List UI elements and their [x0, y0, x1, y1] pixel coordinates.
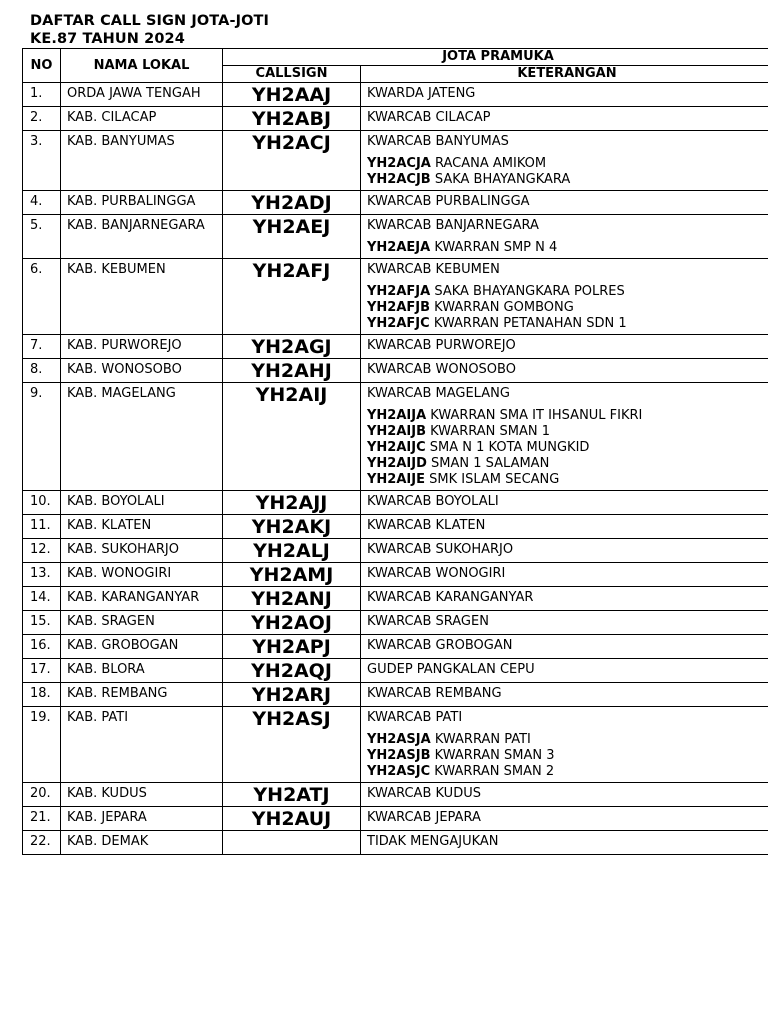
- row-number: 14.: [23, 587, 61, 611]
- keterangan-main: KWARCAB SUKOHARJO: [367, 542, 514, 557]
- sub-callsign-desc: SMK ISLAM SECANG: [429, 472, 560, 487]
- callsign-cell: YH2ALJ: [223, 539, 361, 563]
- keterangan-main: KWARCAB BANYUMAS: [367, 134, 509, 149]
- keterangan-main: KWARCAB KEBUMEN: [367, 262, 500, 277]
- sub-callsign-line: [367, 316, 768, 332]
- sub-callsign-code: YH2AIJE: [367, 472, 425, 487]
- sub-callsign-code: YH2AIJC: [367, 440, 426, 455]
- sub-callsign-line: [367, 472, 768, 488]
- keterangan-cell: [361, 131, 768, 191]
- sub-callsign-line: [367, 456, 768, 472]
- row-number: 11.: [23, 515, 61, 539]
- row-number: 4.: [23, 191, 61, 215]
- callsign-cell: YH2AAJ: [223, 83, 361, 107]
- keterangan-cell: [361, 659, 768, 683]
- sub-callsign-code: YH2ACJA: [367, 156, 431, 171]
- callsign-cell: YH2AHJ: [223, 359, 361, 383]
- nama-lokal-cell: KAB. KEBUMEN: [61, 259, 223, 335]
- nama-lokal-cell: KAB. PURBALINGGA: [61, 191, 223, 215]
- keterangan-cell: [361, 683, 768, 707]
- nama-lokal-cell: KAB. MAGELANG: [61, 383, 223, 491]
- table-row: [23, 683, 768, 707]
- row-number: 10.: [23, 491, 61, 515]
- keterangan-main: TIDAK MENGAJUKAN: [367, 834, 499, 849]
- header-jota-pramuka: JOTA PRAMUKA: [223, 49, 768, 66]
- sub-callsign-desc: RACANA AMIKOM: [434, 156, 547, 171]
- keterangan-cell: [361, 359, 768, 383]
- callsign-cell: YH2ABJ: [223, 107, 361, 131]
- sub-callsign-line: [367, 764, 768, 780]
- row-number: 5.: [23, 215, 61, 259]
- nama-lokal-cell: KAB. WONOGIRI: [61, 563, 223, 587]
- nama-lokal-cell: KAB. DEMAK: [61, 831, 223, 855]
- callsign-cell: YH2ANJ: [223, 587, 361, 611]
- sub-callsign-line: [367, 300, 768, 316]
- table-row: [23, 131, 768, 191]
- sub-callsign-code: YH2AIJA: [367, 408, 427, 423]
- keterangan-cell: [361, 807, 768, 831]
- row-number: 12.: [23, 539, 61, 563]
- row-number: 16.: [23, 635, 61, 659]
- table-row: [23, 611, 768, 635]
- keterangan-cell: [361, 831, 768, 855]
- table-row: [23, 83, 768, 107]
- keterangan-main: KWARCAB GROBOGAN: [367, 638, 513, 653]
- table-row: [23, 191, 768, 215]
- nama-lokal-cell: KAB. BLORA: [61, 659, 223, 683]
- callsign-cell: YH2APJ: [223, 635, 361, 659]
- callsign-cell: YH2AKJ: [223, 515, 361, 539]
- keterangan-cell: [361, 563, 768, 587]
- sub-callsign-desc: KWARRAN SMP N 4: [434, 240, 558, 255]
- sub-callsign-desc: KWARRAN SMAN 1: [430, 424, 551, 439]
- keterangan-main: KWARCAB KARANGANYAR: [367, 590, 534, 605]
- keterangan-main: KWARCAB BOYOLALI: [367, 494, 499, 509]
- table-row: [23, 491, 768, 515]
- callsign-cell: YH2ASJ: [223, 707, 361, 783]
- row-number: 15.: [23, 611, 61, 635]
- sub-callsign-code: YH2AFJC: [367, 316, 430, 331]
- row-number: 6.: [23, 259, 61, 335]
- keterangan-main: KWARDA JATENG: [367, 86, 476, 101]
- nama-lokal-cell: ORDA JAWA TENGAH: [61, 83, 223, 107]
- table-row: [23, 107, 768, 131]
- sub-callsign-code: YH2AIJB: [367, 424, 426, 439]
- keterangan-main: KWARCAB JEPARA: [367, 810, 481, 825]
- sub-callsign-code: YH2ASJA: [367, 732, 431, 747]
- nama-lokal-cell: KAB. KARANGANYAR: [61, 587, 223, 611]
- sub-callsign-desc: KWARRAN PATI: [434, 732, 531, 747]
- table-row: [23, 515, 768, 539]
- keterangan-cell: [361, 491, 768, 515]
- callsign-cell: YH2AGJ: [223, 335, 361, 359]
- sub-callsign-line: [367, 240, 768, 256]
- sub-callsign-line: [367, 732, 768, 748]
- table-body: [23, 83, 768, 855]
- header-callsign: CALLSIGN: [223, 66, 361, 83]
- sub-callsign-desc: SMAN 1 SALAMAN: [431, 456, 550, 471]
- row-number: 3.: [23, 131, 61, 191]
- sub-callsign-code: YH2ASJC: [367, 764, 431, 779]
- callsign-cell: YH2ACJ: [223, 131, 361, 191]
- keterangan-cell: [361, 587, 768, 611]
- sub-callsign-line: [367, 408, 768, 424]
- keterangan-cell: [361, 259, 768, 335]
- table-row: [23, 539, 768, 563]
- nama-lokal-cell: KAB. PURWOREJO: [61, 335, 223, 359]
- row-number: 20.: [23, 783, 61, 807]
- header-no: NO: [23, 49, 61, 83]
- table-row: [23, 335, 768, 359]
- keterangan-main: KWARCAB PURWOREJO: [367, 338, 516, 353]
- header-nama-lokal: NAMA LOKAL: [61, 49, 223, 83]
- keterangan-main: KWARCAB KLATEN: [367, 518, 486, 533]
- sub-callsign-line: [367, 748, 768, 764]
- keterangan-cell: [361, 539, 768, 563]
- row-number: 19.: [23, 707, 61, 783]
- document-title: [30, 12, 269, 48]
- sub-callsign-desc: KWARRAN SMA IT IHSANUL FIKRI: [430, 408, 643, 423]
- keterangan-cell: [361, 707, 768, 783]
- keterangan-main: KWARCAB MAGELANG: [367, 386, 510, 401]
- nama-lokal-cell: KAB. GROBOGAN: [61, 635, 223, 659]
- keterangan-cell: [361, 83, 768, 107]
- row-number: 17.: [23, 659, 61, 683]
- table-row: [23, 383, 768, 491]
- table-row: [23, 563, 768, 587]
- callsign-cell: YH2ADJ: [223, 191, 361, 215]
- row-number: 9.: [23, 383, 61, 491]
- keterangan-main: KWARCAB SRAGEN: [367, 614, 489, 629]
- sub-callsign-code: YH2ASJB: [367, 748, 431, 763]
- callsign-cell: YH2AEJ: [223, 215, 361, 259]
- header-keterangan: KETERANGAN: [361, 66, 768, 83]
- sub-callsign-desc: KWARRAN GOMBONG: [434, 300, 574, 315]
- keterangan-main: KWARCAB PATI: [367, 710, 463, 725]
- table-row: [23, 259, 768, 335]
- callsign-table: [22, 48, 768, 855]
- row-number: 8.: [23, 359, 61, 383]
- title-line-1: DAFTAR CALL SIGN JOTA-JOTI: [30, 13, 270, 29]
- table-row: [23, 587, 768, 611]
- keterangan-cell: [361, 191, 768, 215]
- nama-lokal-cell: KAB. BANJARNEGARA: [61, 215, 223, 259]
- sub-callsign-code: YH2AFJB: [367, 300, 431, 315]
- table-row: [23, 831, 768, 855]
- nama-lokal-cell: KAB. WONOSOBO: [61, 359, 223, 383]
- callsign-cell: YH2ARJ: [223, 683, 361, 707]
- callsign-cell: YH2AIJ: [223, 383, 361, 491]
- keterangan-cell: [361, 215, 768, 259]
- nama-lokal-cell: KAB. PATI: [61, 707, 223, 783]
- table-row: [23, 635, 768, 659]
- callsign-cell: YH2AQJ: [223, 659, 361, 683]
- keterangan-main: KWARCAB BANJARNEGARA: [367, 218, 539, 233]
- sub-callsign-desc: SAKA BHAYANGKARA POLRES: [434, 284, 625, 299]
- sub-callsign-line: [367, 440, 768, 456]
- sub-callsign-desc: SMA N 1 KOTA MUNGKID: [429, 440, 590, 455]
- keterangan-main: KWARCAB PURBALINGGA: [367, 194, 530, 209]
- keterangan-cell: [361, 515, 768, 539]
- callsign-cell: YH2AMJ: [223, 563, 361, 587]
- keterangan-main: KWARCAB CILACAP: [367, 110, 491, 125]
- sub-callsign-desc: KWARRAN SMAN 3: [434, 748, 555, 763]
- keterangan-main: KWARCAB WONOGIRI: [367, 566, 506, 581]
- table-row: [23, 659, 768, 683]
- callsign-cell: YH2ATJ: [223, 783, 361, 807]
- sub-callsign-desc: KWARRAN PETANAHAN SDN 1: [433, 316, 627, 331]
- sub-callsign-code: YH2AIJD: [367, 456, 427, 471]
- row-number: 13.: [23, 563, 61, 587]
- keterangan-cell: [361, 611, 768, 635]
- keterangan-main: KWARCAB KUDUS: [367, 786, 481, 801]
- sub-callsign-desc: SAKA BHAYANGKARA: [434, 172, 571, 187]
- row-number: 22.: [23, 831, 61, 855]
- keterangan-cell: [361, 335, 768, 359]
- keterangan-cell: [361, 783, 768, 807]
- row-number: 1.: [23, 83, 61, 107]
- sub-callsign-code: YH2AFJA: [367, 284, 431, 299]
- callsign-cell: [223, 831, 361, 855]
- keterangan-cell: [361, 107, 768, 131]
- sub-callsign-code: YH2ACJB: [367, 172, 431, 187]
- nama-lokal-cell: KAB. KLATEN: [61, 515, 223, 539]
- sub-callsign-code: YH2AEJA: [367, 240, 431, 255]
- keterangan-cell: [361, 383, 768, 491]
- nama-lokal-cell: KAB. BANYUMAS: [61, 131, 223, 191]
- nama-lokal-cell: KAB. JEPARA: [61, 807, 223, 831]
- keterangan-main: KWARCAB WONOSOBO: [367, 362, 516, 377]
- nama-lokal-cell: KAB. SRAGEN: [61, 611, 223, 635]
- callsign-cell: YH2AJJ: [223, 491, 361, 515]
- nama-lokal-cell: KAB. BOYOLALI: [61, 491, 223, 515]
- row-number: 7.: [23, 335, 61, 359]
- keterangan-main: KWARCAB REMBANG: [367, 686, 502, 701]
- row-number: 21.: [23, 807, 61, 831]
- table-row: [23, 707, 768, 783]
- sub-callsign-desc: KWARRAN SMAN 2: [434, 764, 555, 779]
- sub-callsign-line: [367, 156, 768, 172]
- row-number: 2.: [23, 107, 61, 131]
- row-number: 18.: [23, 683, 61, 707]
- nama-lokal-cell: KAB. KUDUS: [61, 783, 223, 807]
- table-row: [23, 215, 768, 259]
- nama-lokal-cell: KAB. CILACAP: [61, 107, 223, 131]
- nama-lokal-cell: KAB. REMBANG: [61, 683, 223, 707]
- keterangan-cell: [361, 635, 768, 659]
- callsign-cell: YH2AOJ: [223, 611, 361, 635]
- sub-callsign-line: [367, 424, 768, 440]
- sub-callsign-line: [367, 284, 768, 300]
- title-line-2: KE.87 TAHUN 2024: [30, 31, 185, 47]
- keterangan-main: GUDEP PANGKALAN CEPU: [367, 662, 535, 677]
- sub-callsign-line: [367, 172, 768, 188]
- table-row: [23, 783, 768, 807]
- nama-lokal-cell: KAB. SUKOHARJO: [61, 539, 223, 563]
- callsign-cell: YH2AUJ: [223, 807, 361, 831]
- table-row: [23, 359, 768, 383]
- table-row: [23, 807, 768, 831]
- callsign-cell: YH2AFJ: [223, 259, 361, 335]
